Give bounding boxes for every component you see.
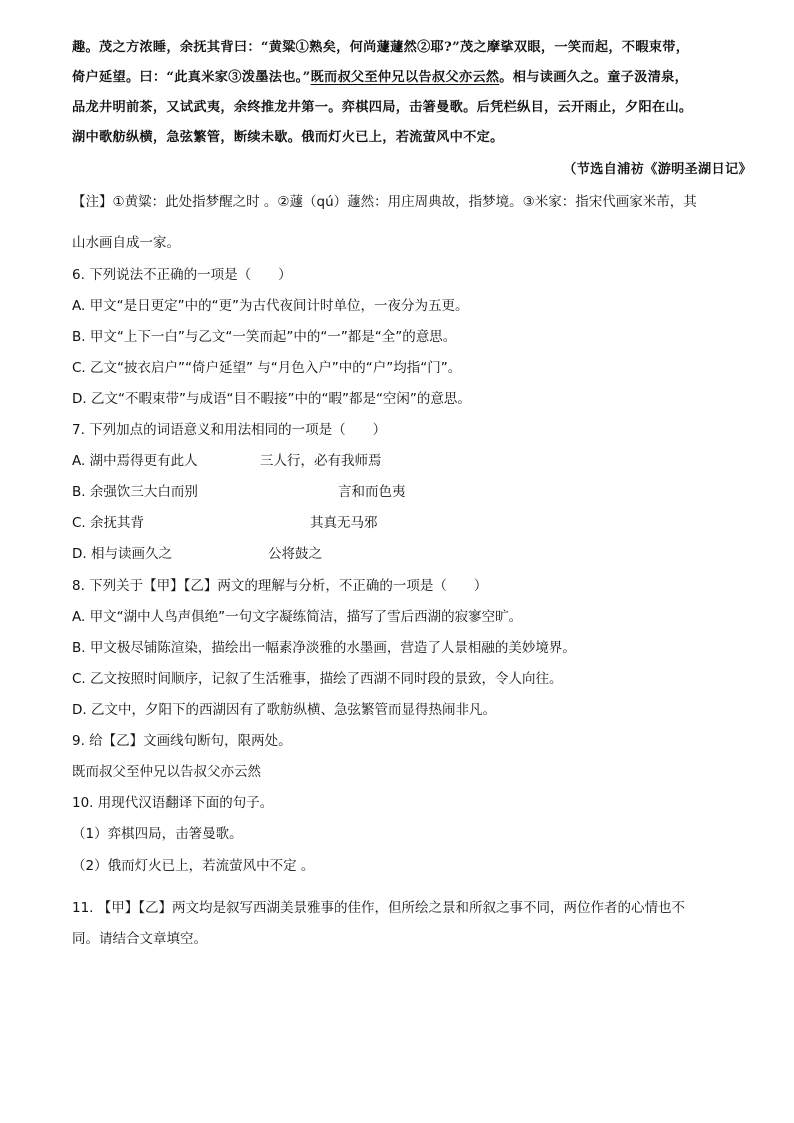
q6-stem: 6. 下列说法不正确的一项是（ ） — [72, 267, 292, 283]
passage-line-3: 品龙井明前茶，又试武夷，余终推龙井第一。弈棋四局，击箸曼歌。后凭栏纵目，云开雨止，夕阳在山。 — [72, 100, 693, 115]
q8-option-d: D. 乙文中，夕阳下的西湖因有了歌舫纵横、急弦繁管而显得热闹非凡。 — [72, 702, 496, 718]
q8-option-c: C. 乙文按照时间顺序，记叙了生活雅事，描绘了西湖不同时段的景致，令人向往。 — [72, 671, 563, 687]
q6-option-d: D. 乙文“不暇束带”与成语“目不暇接”中的“暇”都是“空闲”的意思。 — [72, 391, 471, 407]
q8-option-b: B. 甲文极尽铺陈渲染，描绘出一幅素净淡雅的水墨画，营造了人景相融的美妙境界。 — [72, 640, 576, 656]
note-line-1: 【注】①黄粱：此处指梦醒之时 。②蘧（qú）蘧然：用庄周典故，指梦境。③米家：指宋代画家米芾，其 — [72, 194, 697, 210]
q7-stem: 7. 下列加点的词语意义和用法相同的一项是（ ） — [72, 422, 387, 438]
q6-option-b: B. 甲文“上下一白”与乙文“一笑而起”中的“一”都是“全”的意思。 — [72, 329, 457, 345]
q6-option-c: C. 乙文“披衣启户”“倚户延望” 与“月色入户”中的“户”均指“门”。 — [72, 360, 462, 376]
q11-line-1: 11. 【甲】【乙】两文均是叙写西湖美景雅事的佳作，但所绘之景和所叙之事不同，两位作者的心情也不 — [72, 900, 686, 916]
passage-line-2 — [72, 68, 688, 88]
q7-option-b-left: B. 余强饮三大白而别 — [72, 484, 198, 500]
q7-option-a-left: A. 湖中焉得更有此人 — [72, 453, 198, 469]
q9-stem: 9. 给【乙】文画线句断句，限两处。 — [72, 733, 292, 749]
q7-option-c-right: 其真无马邪 — [310, 515, 378, 531]
q7-option-b-right: 言和而色夷 — [338, 484, 406, 500]
q7-option-d-right: 公将鼓之 — [268, 546, 322, 562]
q10-sentence-1: （1）弈棋四局，击箸曼歌。 — [72, 826, 243, 842]
note-line-2: 山水画自成一家。 — [72, 235, 180, 251]
q8-option-a: A. 甲文“湖中人鸟声俱绝”一句文字凝练简洁，描写了雪后西湖的寂寥空旷。 — [72, 609, 523, 625]
passage-source: （节选自浦祊《游明圣湖日记》 — [563, 162, 752, 177]
q6-option-a: A. 甲文“是日更定”中的“更”为古代夜间计时单位，一夜分为五更。 — [72, 298, 469, 314]
passage-line-2-start: 倚户延望。曰：“此真米家③泼墨法也。” — [72, 70, 311, 85]
q8-stem: 8. 下列关于【甲】【乙】两文的理解与分析，不正确的一项是（ ） — [72, 578, 488, 594]
passage-line-4: 湖中歌舫纵横，急弦繁管，断续未歇。俄而灯火已上，若流萤风中不定。 — [72, 130, 504, 145]
q11-line-2: 同。请结合文章填空。 — [72, 931, 207, 947]
q10-stem: 10. 用现代汉语翻译下面的句子。 — [72, 795, 274, 811]
q7-option-a-right: 三人行，必有我师焉 — [260, 453, 382, 469]
passage-line-1: 趣。茂之方浓睡，余抚其背曰：“黄粱①熟矣，何尚蘧蘧然②耶?”茂之摩挲双眼，一笑而起，不暇束带， — [72, 40, 690, 55]
passage-underlined-sentence: 既而叔父至仲兄以告叔父亦云然 — [310, 70, 500, 85]
q10-sentence-2: （2）俄而灯火已上，若流萤风中不定 。 — [72, 858, 315, 874]
q7-option-c-left: C. 余抚其背 — [72, 515, 145, 531]
passage-line-2-end: 。相与读画久之。童子汲清泉， — [499, 70, 689, 85]
q7-option-d-left: D. 相与读画久之 — [72, 546, 172, 562]
q9-sentence: 既而叔父至仲兄以告叔父亦云然 — [72, 764, 261, 780]
